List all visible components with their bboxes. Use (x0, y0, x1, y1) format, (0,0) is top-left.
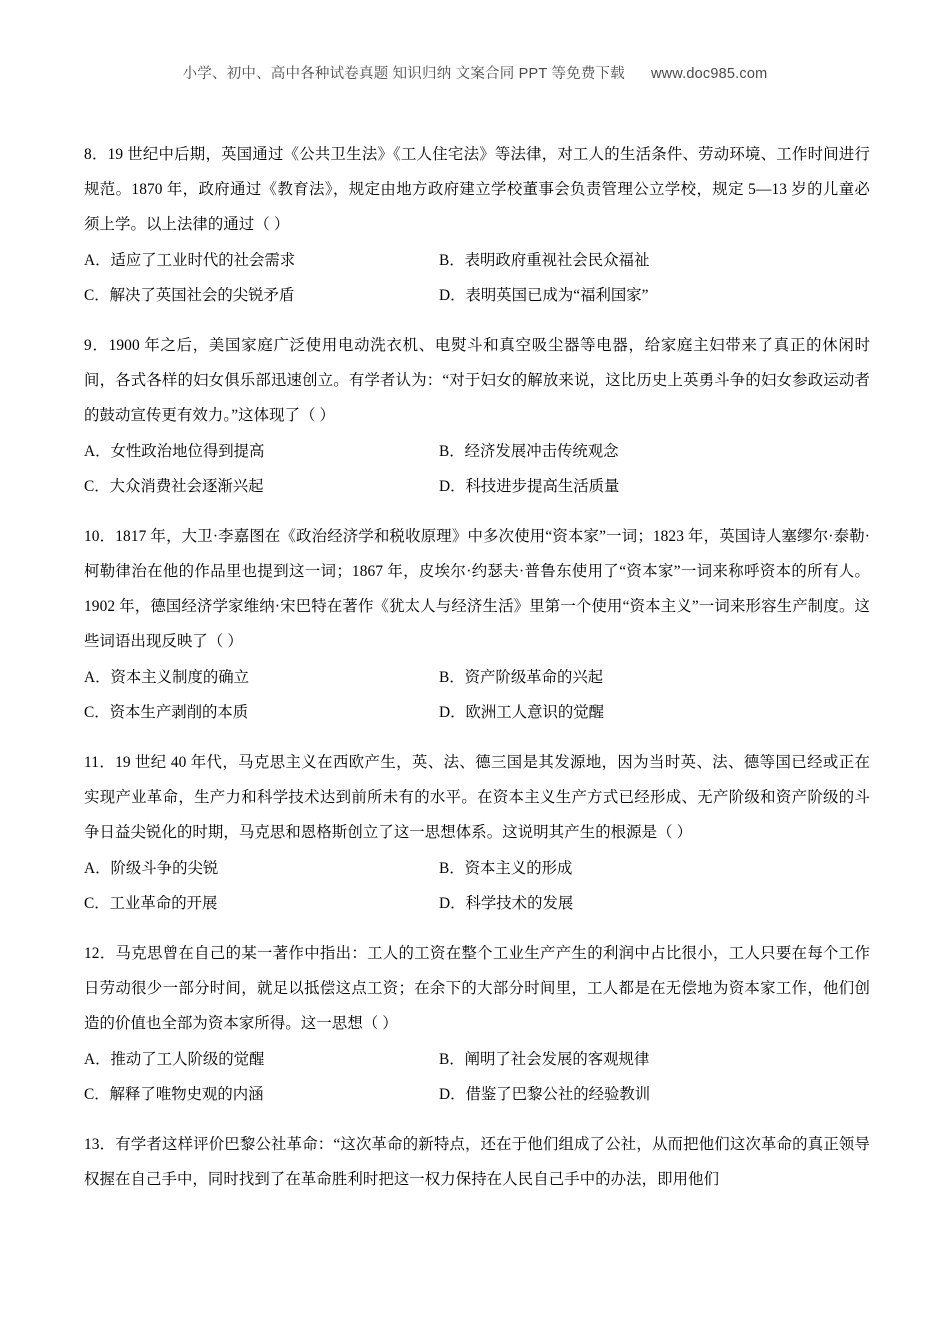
option-a[interactable]: A．资本主义制度的确立 (84, 669, 250, 686)
question-options (84, 243, 870, 313)
option-c[interactable]: C．工业革命的开展 (84, 895, 218, 912)
option-c[interactable]: C．资本生产剥削的本质 (84, 704, 249, 721)
option-row (84, 851, 870, 886)
option-d[interactable]: D．借鉴了巴黎公社的经验教训 (439, 1086, 651, 1103)
option-b[interactable]: B．经济发展冲击传统观念 (439, 443, 619, 460)
question-options (84, 851, 870, 921)
questions-container (84, 137, 870, 1212)
question-stem: 8．19 世纪中后期，英国通过《公共卫生法》《工人住宅法》等法律，对工人的生活条件、劳动环境、工作时间进行规范。1870 年，政府通过《教育法》，规定由地方政府建立学校董事会负责管理公立学校，规定 5—13 岁的儿童必须上学。以上法律的通过（ ） (84, 146, 870, 233)
option-row (84, 886, 870, 921)
watermark-banner (0, 62, 950, 83)
option-c[interactable]: C．解决了英国社会的尖锐矛盾 (84, 287, 295, 304)
question-options (84, 1042, 870, 1112)
watermark-url: www.doc985.com (650, 66, 768, 82)
question-11 (84, 745, 870, 921)
question-stem: 9．1900 年之后，美国家庭广泛使用电动洗衣机、电熨斗和真空吸尘器等电器，给家庭主妇带来了真正的休闲时间，各式各样的妇女俱乐部迅速创立。有学者认为：“对于妇女的解放来说，这比历史上英勇斗争的妇女参政运动者的鼓动宣传更有效力。”这体现了（ ） (84, 337, 870, 424)
question-12 (84, 936, 870, 1112)
option-c[interactable]: C．解释了唯物史观的内涵 (84, 1086, 264, 1103)
option-row (84, 278, 870, 313)
option-d[interactable]: D．表明英国已成为“福利国家” (439, 287, 649, 304)
option-row (84, 469, 870, 504)
option-row (84, 1042, 870, 1077)
option-b[interactable]: B．资产阶级革命的兴起 (439, 669, 604, 686)
watermark-text: 小学、初中、高中各种试卷真题 知识归纳 文案合同 PPT 等免费下载 (182, 66, 625, 82)
option-d[interactable]: D．科学技术的发展 (439, 895, 574, 912)
question-13 (84, 1127, 870, 1197)
question-options (84, 660, 870, 730)
question-10 (84, 519, 870, 730)
option-c[interactable]: C．大众消费社会逐渐兴起 (84, 478, 264, 495)
question-stem: 12．马克思曾在自己的某一著作中指出：工人的工资在整个工业生产产生的利润中占比很小，工人只要在每个工作日劳动很少一部分时间，就足以抵偿这点工资；在余下的大部分时间里，工人都是在无偿地为资本家工作，他们创造的价值也全部为资本家所得。这一思想（ ） (84, 945, 870, 1032)
option-row (84, 660, 870, 695)
question-8 (84, 137, 870, 313)
option-a[interactable]: A．女性政治地位得到提高 (84, 443, 265, 460)
option-d[interactable]: D．欧洲工人意识的觉醒 (439, 704, 605, 721)
question-stem: 11．19 世纪 40 年代，马克思主义在西欧产生，英、法、德三国是其发源地，因为当时英、法、德等国已经或正在实现产业革命，生产力和科学技术达到前所未有的水平。在资本主义生产方式已经形成、无产阶级和资产阶级的斗争日益尖锐化的时期，马克思和恩格斯创立了这一思想体系。这说明其产生的根源是（ ） (84, 754, 870, 841)
question-stem: 13．有学者这样评价巴黎公社革命：“这次革命的新特点，还在于他们组成了公社，从而把他们这次革命的真正领导权握在自己手中，同时找到了在革命胜利时把这一权力保持在人民自己手中的办法，即用他们 (84, 1136, 870, 1188)
option-row (84, 1077, 870, 1112)
question-options (84, 434, 870, 504)
option-d[interactable]: D．科技进步提高生活质量 (439, 478, 620, 495)
option-row (84, 695, 870, 730)
option-a[interactable]: A．阶级斗争的尖锐 (84, 860, 219, 877)
option-row (84, 243, 870, 278)
question-9 (84, 328, 870, 504)
option-a[interactable]: A．适应了工业时代的社会需求 (84, 252, 296, 269)
option-b[interactable]: B．表明政府重视社会民众福祉 (439, 252, 650, 269)
option-b[interactable]: B．资本主义的形成 (439, 860, 573, 877)
question-stem: 10．1817 年，大卫·李嘉图在《政治经济学和税收原理》中多次使用“资本家”一词；1823 年，英国诗人塞缪尔·泰勒·柯勒律治在他的作品里也提到这一词；1867 年，皮埃尔·约瑟夫·普鲁东使用了“资本家”一词来称呼资本的所有人。1902 年，德国经济学家维纳·宋巴特在著作《犹太人与经济生活》里第一个使用“资本主义”一词来形容生产制度。这些词语出现反映了（ ） (84, 528, 870, 650)
option-row (84, 434, 870, 469)
option-a[interactable]: A．推动了工人阶级的觉醒 (84, 1051, 265, 1068)
option-b[interactable]: B．阐明了社会发展的客观规律 (439, 1051, 650, 1068)
